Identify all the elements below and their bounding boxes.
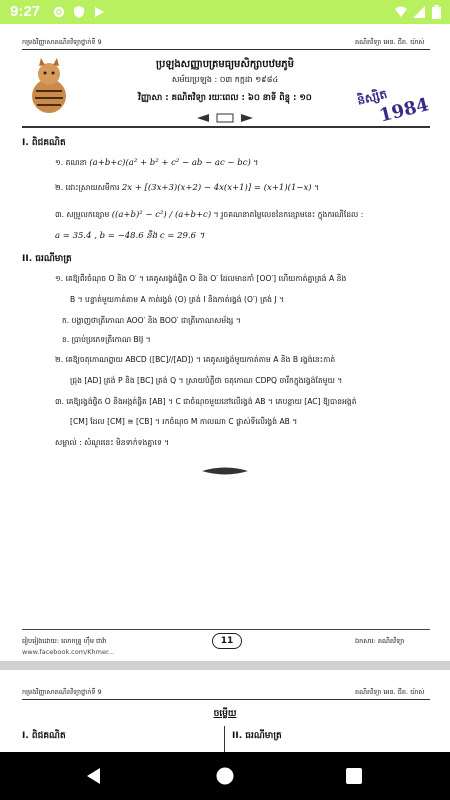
ornament-icon (195, 112, 255, 124)
q1-expression: (a+b+c)(a² + b² + c² − ab − ac − bc) (89, 158, 251, 168)
geometry-1-line-b: B ។ បន្ទាត់មួយកាត់តាម A កាត់រង្វង់ (O) ត្រង់ I និងកាត់រង្វង់ (O′) ត្រង់ J ។ (70, 295, 285, 304)
exam-note: សម្គាល់ : សំណួរនេះ មិនទាក់ទងគ្នាទេ ។ (55, 438, 170, 447)
exam-session: សម័យប្រឡង : ០៣ កក្កដា ១៩៨៤ (171, 75, 279, 84)
geometry-2-line-a: ២. គេឱ្យចតុកោណព្នាយ ABCD ([BC]//[AD]) ។ គេគូសរង្វង់មួយកាត់តាម A និង B រង្វង់នេះកាត់ (55, 355, 336, 364)
page-number: 11 (212, 633, 242, 649)
geometry-1-line-a: ១. គេឱ្យពីរចំណុច O និង O′ ។ គេគូសរង្វង់ផ្ចិត O និង O′ ដែលមានកាំ [OO′] ហើយកាត់គ្នាត្រង់ A និង (55, 274, 347, 283)
q3-rest: ។ រួចគណនាតម្លៃលេខនៃកន្សោមនេះ ក្នុងករណីដែល : (213, 210, 364, 219)
status-time: 9:27 (10, 3, 41, 20)
answer-col-geometry: II. ធរណីមាត្រ (232, 731, 282, 741)
home-icon[interactable] (215, 766, 235, 786)
geometry-3-line-b: [CM] ដែល [CM] ≅ [CB] ។ រកចំណុច M កាលណា C ផ្លាស់ទីលើរង្វង់ AB ។ (70, 417, 298, 426)
page2-header-right: គណិតវិទ្យា អេន. ជីត. យ៉ាស់ (355, 688, 425, 696)
title-rule (22, 126, 430, 128)
column-divider (224, 726, 225, 752)
stamp-year: 1984 (377, 94, 431, 127)
geometry-2-line-b: ជ្រុង [AD] ត្រង់ P និង [BC] ត្រង់ Q ។ ស្រាយបំភ្លឺថា ចតុកោណ CDPQ ចារឹកក្នុងរង្វង់តែមួយ ។ (70, 376, 343, 385)
page-header-right: គណិតវិទ្យា អេន. ជីត. យ៉ាស់ (355, 38, 425, 46)
play-store-icon (92, 5, 106, 19)
shield-icon (72, 5, 86, 19)
page2-header-rule (22, 699, 430, 700)
footer-author: រៀបរៀងដោយ: លោកគ្រូ ហ៊ឹម ជាវ៉ា (22, 637, 107, 645)
settings-icon (52, 5, 66, 19)
q1-label: ១. គណនា (55, 158, 87, 167)
signal-icon (412, 5, 426, 19)
header-rule (22, 49, 430, 50)
q1-end: ។ (253, 158, 259, 167)
answer-col-algebra: I. ពិជគណិត (22, 731, 66, 741)
q3-values: a = 35.4 , b = −48.6 និង c = 29.6 ។ (55, 231, 205, 241)
footer-link[interactable]: www.facebook.com/Khmer... (22, 648, 115, 656)
q2-expression: 2x + [(3x+3)(x+2) − 4x(x+1)] = (x+1)(1−x) (121, 183, 312, 193)
geometry-3-line-a: ៣. គេឱ្យរង្វង់ផ្ចិត O និងអង្កត់ផ្ចិត [AB] ។ C ជាចំណុចមួយនៅលើរង្វង់ AB ។ គេបន្លាយ [AC] ឱ្យបានអង្កត់ (55, 397, 357, 406)
recents-icon[interactable] (344, 766, 364, 786)
page2-header-left: កម្រងវិញ្ញាសាគណិតវិទ្យាថ្នាក់ទី 9 (22, 688, 102, 696)
geometry-1-part-a: ក. បង្ហាញថាត្រីកោណ AOO′ និង BOO′ ជាត្រីកោណសម័ង្ស ។ (62, 316, 241, 325)
q2-end: ។ (314, 183, 320, 192)
question-2 (55, 183, 319, 194)
wifi-icon (394, 5, 408, 19)
exam-subject: វិញ្ញាសា : គណិតវិទ្យា រយៈពេល : ៦០ នាទី ពិន្ទុ : ១០ (138, 93, 312, 103)
question-3 (55, 210, 363, 221)
status-bar (0, 0, 450, 24)
back-icon[interactable] (84, 766, 104, 786)
q2-label: ២. ដោះស្រាយសមីការ (55, 183, 120, 192)
q3-label: ៣. សម្រួលកន្សោម (55, 210, 110, 219)
navigation-bar (0, 752, 450, 800)
stamp-word: និស្សិត (355, 86, 389, 108)
footer-right: ឯកសារ: គណិតវិទ្យា (355, 637, 405, 645)
exam-title: ប្រឡងសញ្ញាបត្រមធ្យមសិក្សាបឋមភូមិ (155, 59, 295, 70)
battery-icon (432, 5, 441, 19)
page-header-left: កម្រងវិញ្ញាសាគណិតវិទ្យាថ្នាក់ទី 9 (22, 38, 102, 46)
divider-ornament-icon (200, 466, 250, 476)
geometry-1-part-b: ខ. ប្រាប់ប្រភេទត្រីកោណ BIJ ។ (62, 335, 151, 344)
answer-title: ចម្លើយ (213, 709, 237, 719)
question-1 (55, 158, 258, 169)
footer-rule (22, 629, 430, 630)
q3-expression: ((a+b)² − c²) / (a+b+c) (111, 210, 212, 220)
section-algebra: I. ពិជគណិត (22, 138, 66, 148)
page-gap (0, 661, 450, 670)
section-geometry: II. ធរណីមាត្រ (22, 254, 72, 264)
document-viewer[interactable] (0, 24, 450, 752)
